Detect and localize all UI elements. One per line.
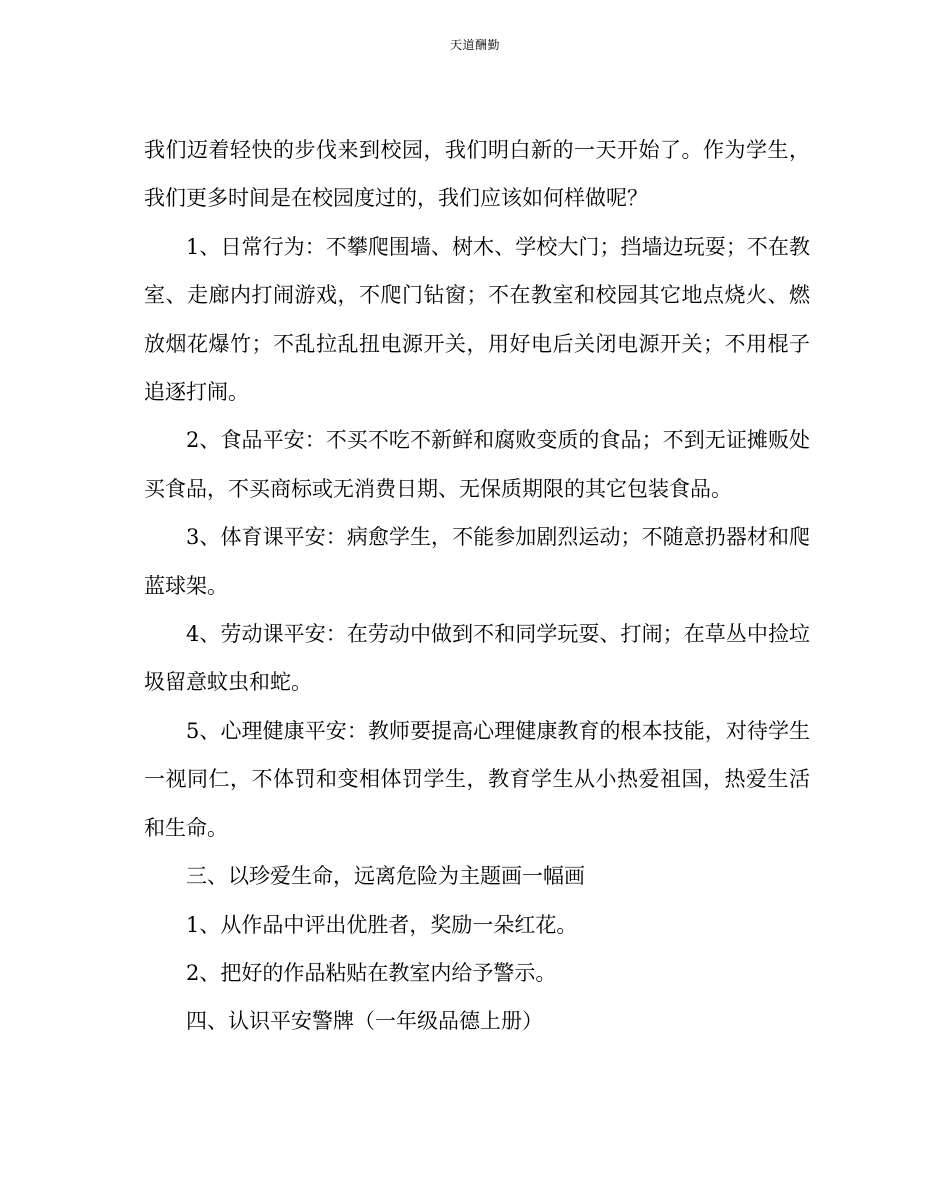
paragraph-daily-behavior: 1、日常行为：不攀爬围墙、树木、学校大门；挡墙边玩耍；不在教室、走廊内打闹游戏，不爬门钻窗；不在教室和校园其它地点烧火、燃放烟花爆竹；不乱拉乱扭电源开关，用好电后关闭电源开关；不用棍子追逐打闹。 xyxy=(144,234,810,405)
list-item-award: 1、从作品中评出优胜者，奖励一朵红花。 xyxy=(186,912,578,937)
document-body xyxy=(144,126,810,1046)
paragraph-food-safety: 2、食品平安：不买不吃不新鲜和腐败变质的食品；不到无证摊贩处买食品，不买商标或无消费日期、无保质期限的其它包装食品。 xyxy=(144,428,810,501)
paragraph-labor-safety: 4、劳动课平安：在劳动中做到不和同学玩耍、打闹；在草丛中捡垃圾留意蚊虫和蛇。 xyxy=(144,622,810,695)
section-heading-signs: 四、认识平安警牌（一年级品德上册） xyxy=(186,1009,543,1034)
section-heading-drawing: 三、以珍爱生命，远离危险为主题画一幅画 xyxy=(186,864,585,889)
list-item-display: 2、把好的作品粘贴在教室内给予警示。 xyxy=(186,960,557,985)
paragraph-intro: 我们迈着轻快的步伐来到校园，我们明白新的一天开始了。作为学生，我们更多时间是在校园度过的，我们应该如何样做呢？ xyxy=(144,138,810,211)
page-header: 天道酬勤 xyxy=(449,38,500,52)
paragraph-mental-health: 5、心理健康平安：教师要提高心理健康教育的根本技能，对待学生一视同仁，不体罚和变相体罚学生，教育学生从小热爱祖国，热爱生活和生命。 xyxy=(144,718,810,840)
paragraph-pe-safety: 3、体育课平安：病愈学生，不能参加剧烈运动；不随意扔器材和爬蓝球架。 xyxy=(144,525,810,598)
